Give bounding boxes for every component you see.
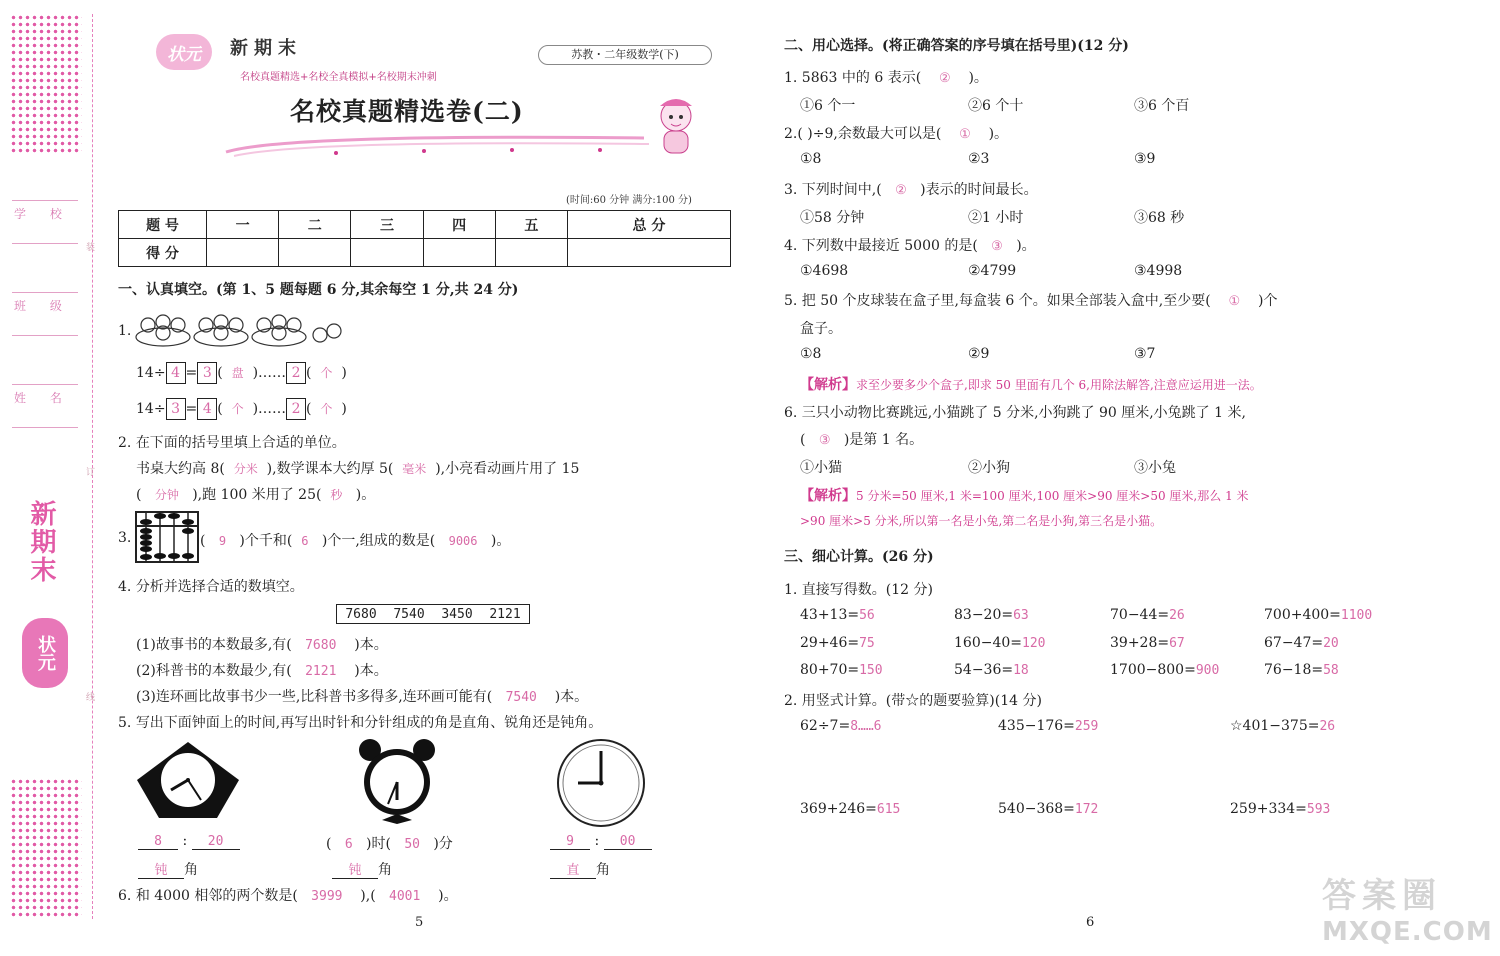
page-number-right: 6 — [1086, 915, 1095, 930]
side-logo: 状元 — [22, 618, 68, 688]
answer-box: 2 — [286, 398, 306, 420]
text: (1)故事书的本数最多,有( — [136, 637, 292, 653]
text: ( — [800, 432, 806, 448]
answer: 3999 — [311, 889, 343, 904]
time-note: (时间:60 分钟 满分:100 分) — [566, 195, 692, 206]
page-number-left: 5 — [415, 915, 424, 930]
name-label: 姓 名 — [14, 391, 72, 405]
calc-question: 67−47= — [1264, 635, 1324, 651]
analysis-text: 求至少要多少个盒子,即求 50 里面有几个 6,用除法解答,注意应运用进一法。 — [856, 378, 1262, 392]
answer: 9006 — [448, 534, 478, 548]
s2-q2 — [784, 123, 1008, 143]
vertical-calc-item — [800, 718, 882, 734]
number-choice: 3450 — [441, 606, 473, 622]
answer: 9 — [550, 834, 590, 850]
text: 角 — [184, 862, 198, 878]
s2-q3-opt-b: ②1 小时 — [968, 210, 1024, 226]
class-label: 班 级 — [14, 299, 72, 313]
text: )表示的时间最长。 — [920, 182, 1038, 198]
s2-q6-opt-a: ①小猫 — [800, 460, 842, 476]
calc-question: 700+400= — [1264, 607, 1341, 623]
answer: 分钟 — [154, 488, 179, 502]
calc-answer: 593 — [1306, 802, 1331, 817]
dot-pattern-bottom — [10, 778, 82, 918]
q1-number: 1. — [118, 323, 132, 339]
score-cell: 题 号 — [119, 211, 207, 239]
s2-q5-cont: 盒子。 — [800, 321, 842, 337]
question-text: 2.( )÷9,余数最大可以是( — [784, 126, 942, 142]
q3-number: 3. — [118, 530, 132, 546]
calc-answer: 259 — [1074, 719, 1099, 734]
analysis-text: 5 分米=50 厘米,1 米=100 厘米,100 厘米>90 厘米>50 厘米,那么 1 米 — [856, 489, 1249, 503]
s3-sub-1: 1. 直接写得数。(12 分) — [784, 582, 933, 598]
q2-line-2 — [136, 484, 375, 504]
answer: 00 — [604, 834, 652, 850]
watermark — [1322, 868, 1492, 948]
direct-calc-item — [1110, 607, 1185, 623]
calc-answer: 67 — [1169, 636, 1185, 651]
answer: ② — [938, 71, 951, 86]
calc-question: 80+70= — [800, 662, 860, 678]
text: ),跑 100 米用了 25( — [192, 487, 322, 503]
text: ( — [136, 487, 142, 503]
direct-calc-item — [954, 635, 1045, 651]
text: )个千和( — [239, 533, 293, 549]
answer: 秒 — [330, 488, 343, 502]
answer: 盘 — [231, 366, 244, 380]
answer-box: 4 — [166, 362, 186, 384]
direct-calc-item — [800, 635, 875, 651]
question-text: 分析并选择合适的数填空。 — [135, 579, 304, 595]
calc-question: 259+334= — [1230, 801, 1307, 817]
direct-calc-item — [1264, 662, 1339, 678]
clock-1-time — [138, 833, 240, 850]
s2-q5-analysis — [800, 374, 1262, 394]
calc-question: 1700−800= — [1110, 662, 1196, 678]
text: )…… — [252, 401, 287, 417]
analysis-tag: 【解析】 — [800, 488, 856, 504]
clock-2-icon — [356, 738, 438, 824]
slogan: 名校真题精选+名校全真模拟+名校期末冲刺 — [240, 72, 437, 83]
calc-answer: 56 — [859, 608, 875, 623]
question-text: 3. 下列时间中,( — [784, 182, 882, 198]
score-input[interactable] — [351, 239, 423, 267]
answer: 2121 — [305, 664, 337, 679]
answer: 个 — [231, 402, 244, 416]
answer: ② — [895, 183, 907, 198]
s2-q1-opt-c: ③6 个百 — [1134, 98, 1190, 114]
answer: 钝 — [138, 859, 184, 879]
clock-3-icon — [556, 738, 646, 828]
text: )。 — [490, 533, 511, 549]
question-text: 写出下面钟面上的时间,再写出时针和分针组成的角是直角、锐角还是钝角。 — [135, 715, 603, 731]
text: 14÷ — [136, 365, 166, 381]
number-choice-box — [336, 604, 530, 624]
score-input[interactable] — [567, 239, 730, 267]
calc-question: 62÷7= — [800, 718, 851, 734]
answer: 直 — [550, 859, 596, 879]
brand-name: 新期末 — [230, 38, 302, 59]
clock-2-time — [326, 833, 453, 853]
text: )本。 — [354, 663, 388, 679]
text: )。 — [968, 70, 988, 86]
s2-q3-opt-a: ①58 分钟 — [800, 210, 865, 226]
answer: 50 — [404, 837, 420, 852]
score-header-row — [119, 211, 731, 239]
text: )是第 1 名。 — [843, 432, 924, 448]
answer: 7540 — [505, 690, 537, 705]
answer: 9 — [218, 534, 227, 548]
s2-q5 — [784, 290, 1277, 310]
text: : — [182, 833, 188, 849]
text: ),( — [360, 888, 376, 904]
calc-answer: 75 — [859, 636, 875, 651]
direct-calc-item — [1110, 662, 1219, 678]
text: ) — [341, 401, 347, 417]
score-cell: 四 — [423, 211, 495, 239]
calc-question: 160−40= — [954, 635, 1022, 651]
q4-sub-1 — [136, 634, 388, 654]
s2-q5-opt-a: ①8 — [800, 346, 822, 362]
answer: ① — [1228, 294, 1241, 309]
cut-mark-3: 线 — [86, 693, 96, 703]
text: = — [185, 401, 198, 417]
answer: 毫米 — [402, 462, 427, 476]
clock-3-angle — [550, 859, 610, 879]
direct-calc-item — [800, 607, 875, 623]
calc-answer: 26 — [1169, 608, 1185, 623]
calc-answer: 8……6 — [850, 719, 882, 734]
text: )分 — [433, 836, 453, 852]
score-value-row — [119, 239, 731, 267]
question-text: 5. 把 50 个皮球装在盒子里,每盒装 6 个。如果全部装入盒中,至少要( — [784, 293, 1211, 309]
s2-q6-analysis-2 — [800, 512, 1162, 529]
answer: 分米 — [233, 462, 258, 476]
answer: ③ — [818, 433, 831, 448]
score-cell: 二 — [279, 211, 351, 239]
abacus-icon — [134, 508, 200, 566]
s2-q4 — [784, 235, 1036, 255]
vertical-calc-item — [1230, 718, 1335, 734]
score-cell: 五 — [495, 211, 567, 239]
answer: 6 — [301, 534, 309, 548]
analysis-text: >90 厘米>5 分米,所以第一名是小兔,第二名是小狗,第三名是小猫。 — [800, 514, 1163, 528]
text: ) — [341, 365, 347, 381]
calc-answer: 150 — [859, 663, 883, 678]
right-page — [750, 0, 1500, 956]
direct-calc-item — [954, 662, 1029, 678]
direct-calc-item — [1264, 607, 1372, 623]
text: )本。 — [554, 689, 589, 705]
score-cell: 一 — [207, 211, 279, 239]
score-cell: 得 分 — [119, 239, 207, 267]
s2-q6: 6. 三只小动物比赛跳远,小猫跳了 5 分米,小狗跳了 90 厘米,小兔跳了 1 米, — [784, 405, 1246, 421]
dot-pattern-top — [10, 14, 82, 154]
answer: 6 — [344, 837, 353, 852]
text: ( — [306, 401, 312, 417]
q1-line-1 — [136, 362, 347, 384]
calc-question: 43+13= — [800, 607, 860, 623]
s2-q6-opt-c: ③小兔 — [1134, 460, 1176, 476]
text: )本。 — [354, 637, 388, 653]
calc-answer: 58 — [1323, 663, 1339, 678]
cut-mark-2: 订 — [86, 468, 96, 478]
clock-1-angle — [138, 859, 198, 879]
answer: 8 — [138, 834, 178, 850]
text: (2)科普书的本数最少,有( — [136, 663, 292, 679]
text: )时( — [366, 836, 391, 852]
s2-q6-cont — [800, 429, 923, 449]
question-text: 在下面的括号里填上合适的单位。 — [135, 435, 346, 451]
answer-box: 4 — [197, 398, 217, 420]
text: ( — [306, 365, 312, 381]
calc-question: 70−44= — [1110, 607, 1170, 623]
score-table — [118, 210, 731, 267]
s2-q6-opt-b: ②小狗 — [968, 460, 1010, 476]
text: 角 — [596, 862, 610, 878]
question-number: 2. — [118, 435, 132, 451]
text: 14÷ — [136, 401, 166, 417]
answer-box: 3 — [197, 362, 217, 384]
question-number: 5. — [118, 715, 132, 731]
clock-1-icon — [135, 740, 241, 820]
s2-q4-opt-c: ③4998 — [1134, 263, 1183, 279]
q3-text — [200, 530, 510, 550]
calc-answer: 615 — [876, 802, 901, 817]
calc-answer: 120 — [1022, 636, 1046, 651]
q4-sub-2 — [136, 660, 388, 680]
school-label: 学 校 — [14, 207, 72, 221]
calc-question: 435−176= — [998, 718, 1075, 734]
answer: ① — [959, 127, 971, 142]
question-number: 6. — [118, 888, 132, 904]
calc-answer: 900 — [1195, 663, 1220, 678]
watermark-bottom: MXQE.COM — [1322, 917, 1493, 947]
calc-question: ☆401−375= — [1230, 718, 1320, 734]
q1-line-2 — [136, 398, 347, 420]
answer: 4001 — [389, 889, 421, 904]
text: 角 — [378, 862, 392, 878]
text: ( — [217, 365, 223, 381]
cut-mark-1: 装 — [86, 243, 96, 253]
text: ( — [326, 836, 332, 852]
score-input[interactable] — [495, 239, 567, 267]
s2-q5-opt-b: ②9 — [968, 346, 990, 362]
answer: 钝 — [332, 859, 378, 879]
score-input[interactable] — [279, 239, 351, 267]
text: ),数学课本大约厚 5( — [266, 461, 394, 477]
calc-question: 39+28= — [1110, 635, 1170, 651]
q4-sub-3 — [136, 686, 588, 706]
question-number: 4. — [118, 579, 132, 595]
text: (3)连环画比故事书少一些,比科普书多得多,连环画可能有( — [136, 689, 493, 705]
s2-q3 — [784, 179, 1038, 199]
calc-answer: 172 — [1074, 802, 1099, 817]
calc-answer: 26 — [1319, 719, 1336, 734]
text: = — [185, 365, 198, 381]
q2-prompt — [118, 432, 346, 452]
s2-q6-analysis-1 — [800, 485, 1249, 505]
s2-q2-opt-b: ②3 — [968, 151, 990, 167]
calc-answer: 63 — [1013, 608, 1029, 623]
analysis-tag: 【解析】 — [800, 377, 856, 393]
s2-q1-opt-a: ①6 个一 — [800, 98, 856, 114]
direct-calc-item — [954, 607, 1029, 623]
s2-q4-opt-a: ①4698 — [800, 263, 849, 279]
s2-q1 — [784, 67, 988, 87]
section-3-title: 三、细心计算。(26 分) — [784, 549, 934, 565]
section-2-title: 二、用心选择。(将正确答案的序号填在括号里)(12 分) — [784, 38, 1129, 54]
calc-question: 369+246= — [800, 801, 877, 817]
s2-q3-opt-c: ③68 秒 — [1134, 210, 1185, 226]
number-choice: 7540 — [393, 606, 425, 622]
text: )…… — [252, 365, 287, 381]
score-input[interactable] — [423, 239, 495, 267]
section-1-title: 一、认真填空。(第 1、5 题每题 6 分,其余每空 1 分,共 24 分) — [118, 282, 519, 298]
direct-calc-item — [1264, 635, 1339, 651]
calc-answer: 18 — [1013, 663, 1029, 678]
text: )个 — [1257, 293, 1278, 309]
text: ( — [200, 533, 206, 549]
clock-3-time — [550, 833, 652, 850]
score-cell: 三 — [351, 211, 423, 239]
answer: ③ — [991, 239, 1003, 254]
answer-box: 3 — [166, 398, 186, 420]
clock-2-angle — [332, 859, 392, 879]
s2-q4-opt-b: ②4799 — [968, 263, 1017, 279]
side-brand-text: 新期末 — [26, 500, 56, 584]
s2-q2-opt-c: ③9 — [1134, 151, 1156, 167]
text: )。 — [438, 888, 458, 904]
calc-answer: 1100 — [1340, 608, 1373, 623]
calc-question: 76−18= — [1264, 662, 1324, 678]
answer: 个 — [320, 366, 333, 380]
answer: 20 — [192, 834, 240, 850]
vertical-calc-item — [998, 801, 1098, 817]
calc-answer: 20 — [1323, 636, 1339, 651]
s2-q1-opt-b: ②6 个十 — [968, 98, 1024, 114]
q2-line-1 — [136, 458, 579, 478]
vertical-calc-item — [998, 718, 1098, 734]
text: 书桌大约高 8( — [136, 461, 225, 477]
calc-question: 54−36= — [954, 662, 1014, 678]
direct-calc-item — [800, 662, 883, 678]
answer: 7680 — [305, 638, 337, 653]
number-choice: 2121 — [489, 606, 521, 622]
s3-sub-2: 2. 用竖式计算。(带☆的题要验算)(14 分) — [784, 693, 1042, 709]
text: : — [594, 833, 600, 849]
text: )。 — [355, 487, 376, 503]
mascot-icon — [646, 92, 706, 162]
edition-badge: 苏教・二年级数学(下) — [538, 45, 712, 65]
calc-question: 540−368= — [998, 801, 1075, 817]
q4-prompt — [118, 576, 304, 596]
calc-question: 29+46= — [800, 635, 860, 651]
vertical-calc-item — [1230, 801, 1330, 817]
score-cell: 总 分 — [567, 211, 730, 239]
text: 和 4000 相邻的两个数是( — [135, 888, 298, 904]
s2-q5-opt-c: ③7 — [1134, 346, 1156, 362]
direct-calc-item — [1110, 635, 1185, 651]
answer-box: 2 — [286, 362, 306, 384]
text: ),小亮看动画片用了 15 — [435, 461, 580, 477]
text: )。 — [1016, 238, 1036, 254]
q6 — [118, 885, 458, 905]
apple-plates-illustration — [134, 307, 354, 351]
vertical-calc-item — [800, 801, 900, 817]
watermark-top: 答案圈 — [1322, 876, 1442, 916]
title-swoosh-decoration — [224, 130, 654, 160]
calc-question: 83−20= — [954, 607, 1014, 623]
text: )。 — [988, 126, 1009, 142]
page-title: 名校真题精选卷(二) — [290, 97, 524, 126]
number-choice: 7680 — [345, 606, 377, 622]
question-text: 1. 5863 中的 6 表示( — [784, 70, 922, 86]
text: ( — [217, 401, 223, 417]
text: )个一,组成的数是( — [321, 533, 436, 549]
answer: 个 — [320, 402, 333, 416]
brand-logo: 状元 — [156, 34, 212, 70]
s2-q2-opt-a: ①8 — [800, 151, 822, 167]
question-text: 4. 下列数中最接近 5000 的是( — [784, 238, 978, 254]
q5-prompt — [118, 712, 602, 732]
score-input[interactable] — [207, 239, 279, 267]
